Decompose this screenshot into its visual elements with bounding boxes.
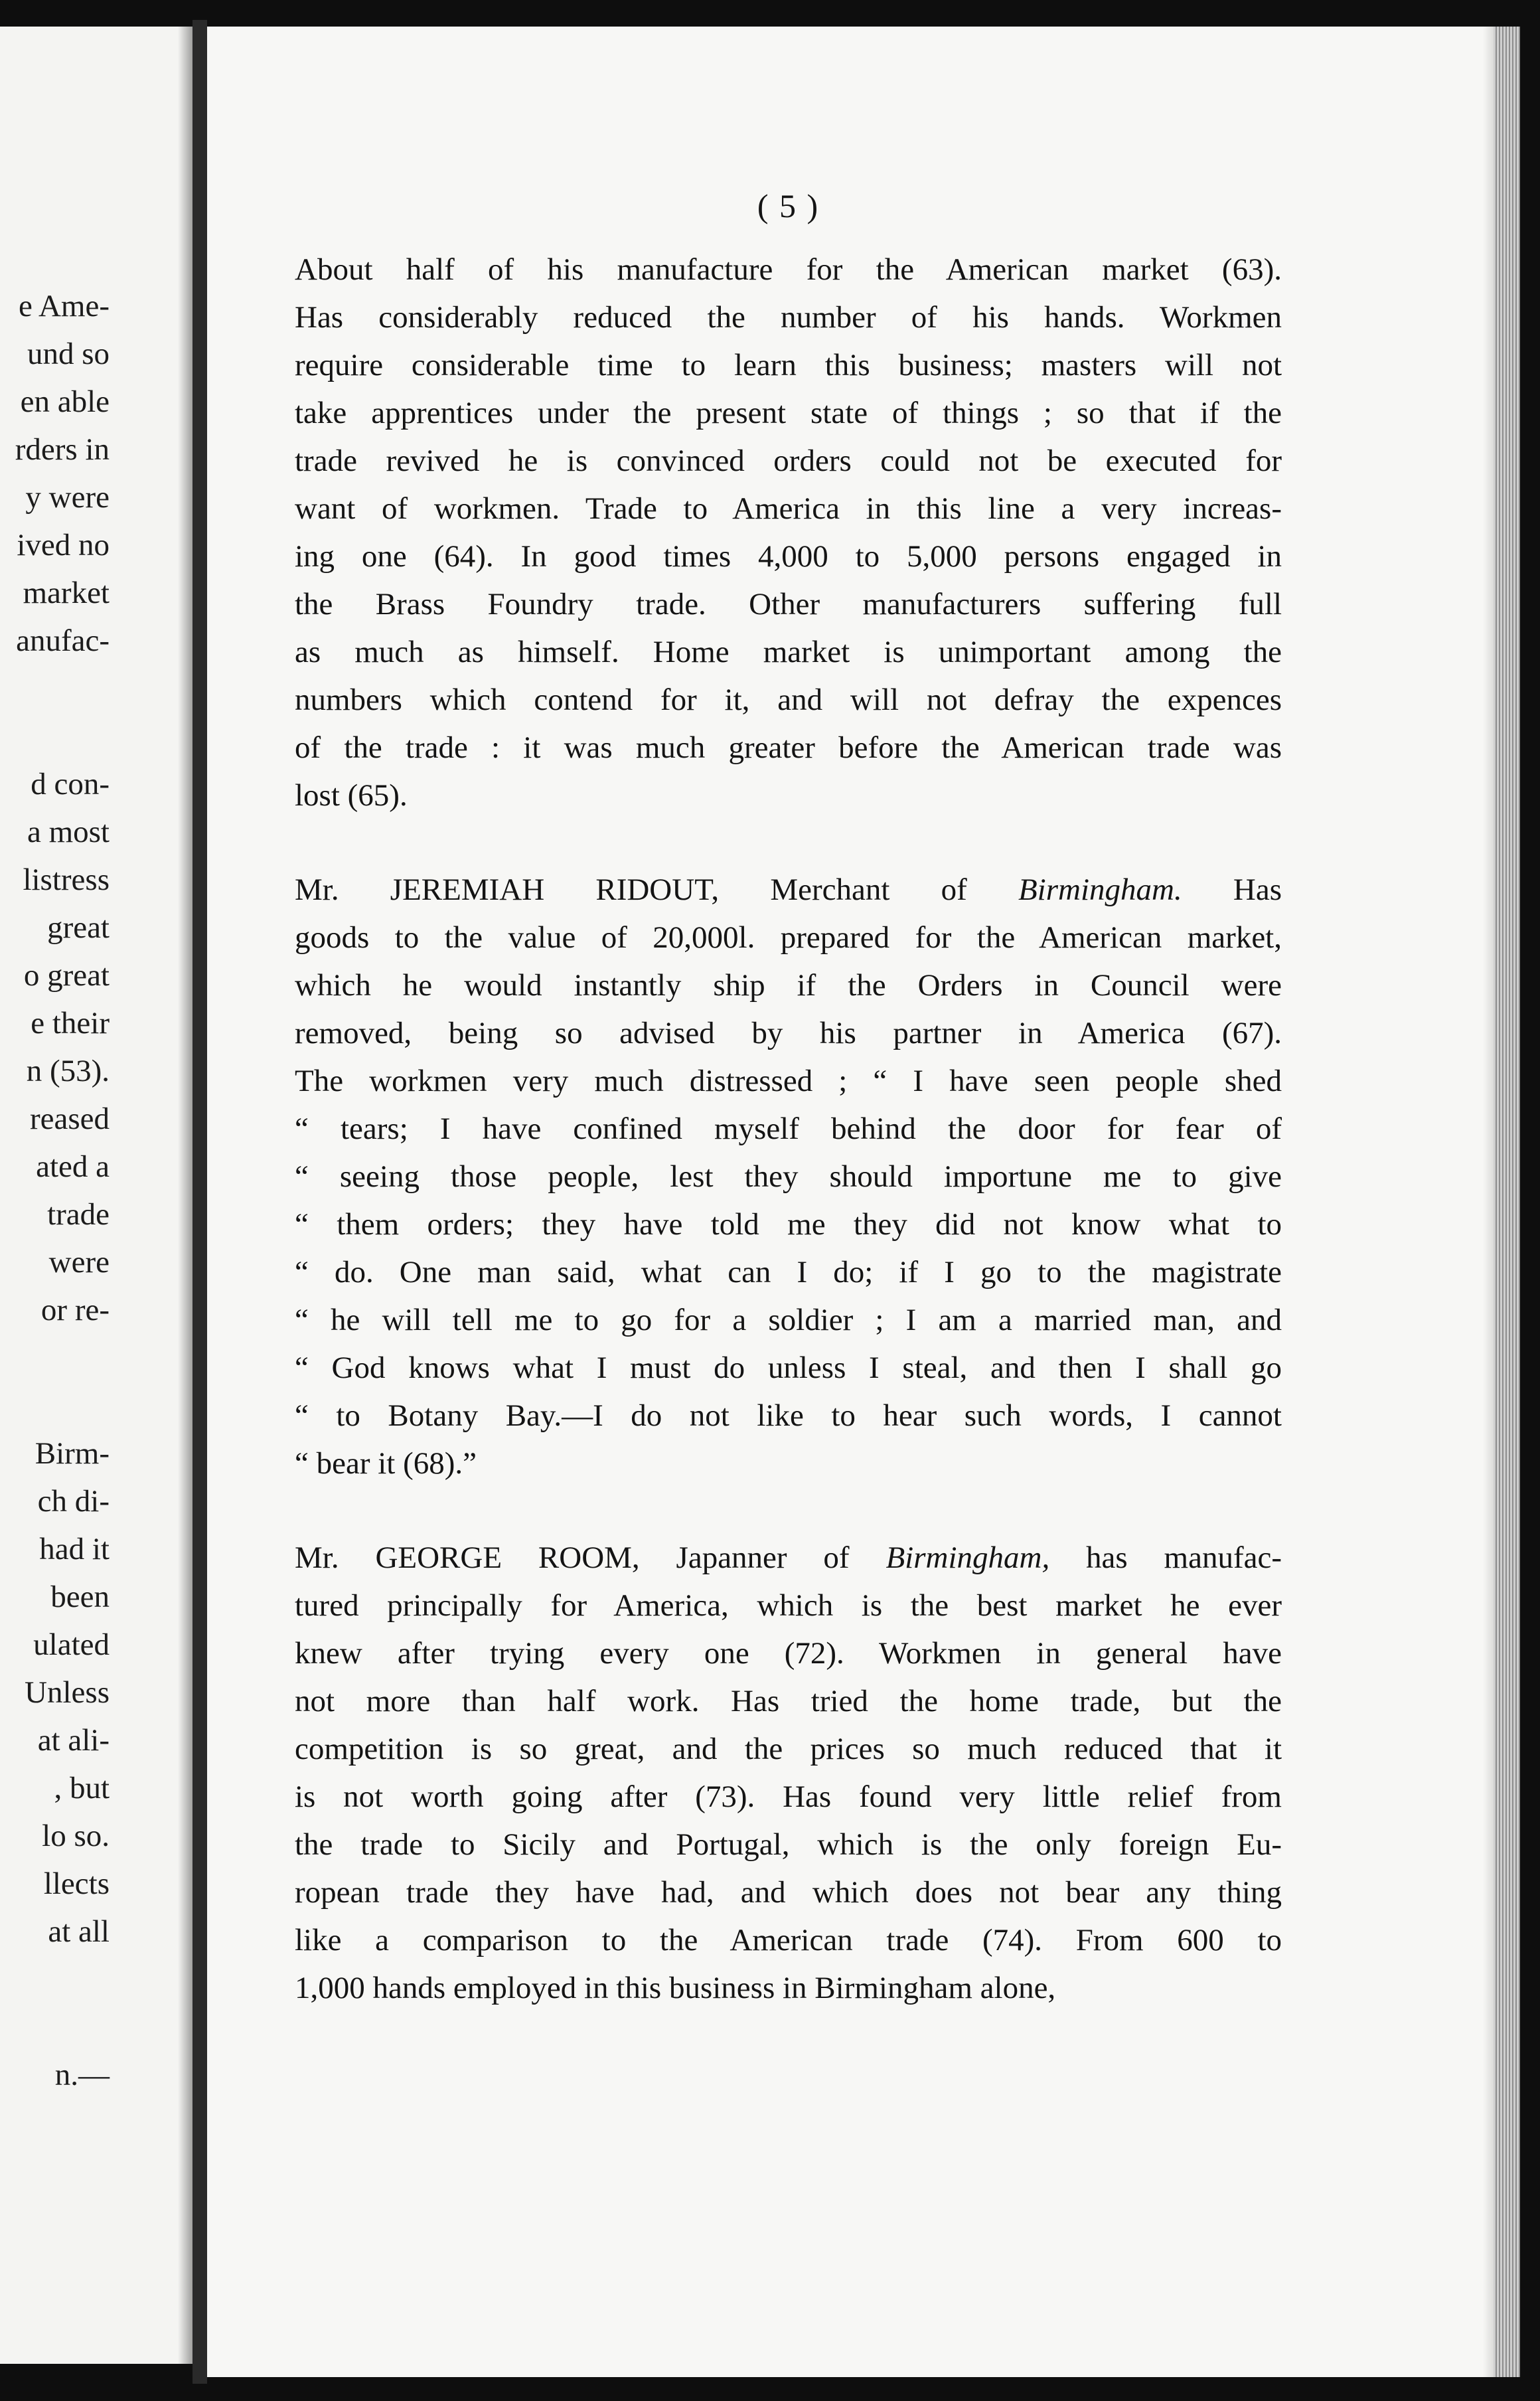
paragraph-gap (295, 819, 1282, 866)
text-line: ropean trade they have had, and which does not bear any thing (295, 1875, 1282, 1910)
paragraph (295, 246, 1282, 819)
left-edge-line: en able (20, 384, 110, 419)
text-line: “ them orders; they have told me they did not know what to (295, 1207, 1282, 1242)
left-edge-line: ch di- (37, 1484, 110, 1519)
text-line: of the trade : it was much greater before the American trade was (295, 730, 1282, 765)
left-edge-line: Birm- (35, 1436, 110, 1471)
paragraph (295, 1534, 1282, 2012)
text-line: ing one (64). In good times 4,000 to 5,000 persons engaged in (295, 539, 1282, 574)
text-line: numbers which contend for it, and will not defray the expences (295, 683, 1282, 717)
left-edge-line: were (48, 1245, 110, 1280)
left-edge-line: und so (27, 337, 110, 371)
left-edge-line: anufac- (16, 623, 110, 658)
text-line: removed, being so advised by his partner in America (67). (295, 1016, 1282, 1050)
book-page-edges (1494, 27, 1520, 2377)
left-edge-line: ated a (36, 1149, 110, 1184)
text-line: want of workmen. Trade to America in this line a very increas- (295, 491, 1282, 526)
text-line: 1,000 hands employed in this business in Birmingham alone, (295, 1971, 1056, 2005)
text-line: competition is so great, and the prices so much reduced that it (295, 1732, 1282, 1766)
left-edge-line: had it (39, 1532, 110, 1566)
text-line: which he would instantly ship if the Orders in Council were (295, 968, 1282, 1003)
text-line: Mr. JEREMIAH RIDOUT, Merchant of Birmingham. Has (295, 872, 1282, 907)
text-line: About half of his manufacture for the American market (63). (295, 252, 1282, 287)
left-edge-line: , but (54, 1771, 110, 1805)
left-edge-line: or re- (40, 1293, 110, 1327)
paragraph (295, 866, 1282, 1487)
text-line: “ to Botany Bay.—I do not like to hear such words, I cannot (295, 1398, 1282, 1433)
left-edge-line (0, 1382, 110, 1430)
left-page-edge-text (0, 282, 110, 2099)
right-page (207, 27, 1507, 2377)
text-line: “ do. One man said, what can I do; if I go to the magistrate (295, 1255, 1282, 1289)
text-line: The workmen very much distressed ; “ I have seen people shed (295, 1064, 1282, 1098)
left-edge-line: ived no (17, 528, 110, 562)
page-number: ( 5 ) (757, 187, 820, 224)
left-page-shadow (178, 27, 193, 2364)
text-line: goods to the value of 20,000l. prepared for the American market, (295, 920, 1282, 955)
left-edge-line: rders in (15, 432, 110, 467)
left-edge-line: llects (43, 1866, 110, 1901)
text-line: “ seeing those people, lest they should importune me to give (295, 1159, 1282, 1194)
left-edge-line: been (50, 1580, 110, 1614)
text-line: knew after trying every one (72). Workmen in general have (295, 1636, 1282, 1671)
left-edge-line (0, 712, 110, 760)
paragraphs (295, 246, 1282, 2012)
left-edge-line (0, 2003, 110, 2051)
left-edge-line (0, 665, 110, 712)
left-edge-line: reased (29, 1102, 110, 1136)
text-line: “ God knows what I must do unless I steal, and then I shall go (295, 1351, 1282, 1385)
text-line: “ bear it (68).” (295, 1446, 477, 1481)
left-edge-line: at all (48, 1914, 110, 1949)
left-edge-line: trade (47, 1197, 110, 1232)
text-line: the Brass Foundry trade. Other manufacturers suffering full (295, 587, 1282, 621)
left-edge-line: great (47, 910, 110, 945)
text-line: lost (65). (295, 778, 408, 813)
text-line: “ tears; I have confined myself behind the door for fear of (295, 1112, 1282, 1146)
left-edge-line: at ali- (37, 1723, 110, 1758)
left-edge-line: e Ame- (18, 289, 110, 323)
text-line: not more than half work. Has tried the home trade, but the (295, 1684, 1282, 1718)
left-edge-line: o great (23, 958, 110, 993)
left-edge-line: Unless (25, 1675, 110, 1710)
text-line: Mr. GEORGE ROOM, Japanner of Birmingham, has manufac- (295, 1540, 1282, 1575)
left-edge-line: y were (25, 480, 110, 515)
page-text-block (295, 186, 1282, 2012)
left-edge-line: n (53). (26, 1054, 110, 1088)
left-edge-line: n.— (54, 2058, 110, 2092)
text-line: “ he will tell me to go for a soldier ; I am a married man, and (295, 1303, 1282, 1337)
text-line: Has considerably reduced the number of his hands. Workmen (295, 300, 1282, 335)
text-line: require considerable time to learn this business; masters will not (295, 348, 1282, 382)
left-edge-line: d con- (31, 767, 110, 801)
left-edge-line (0, 1955, 110, 2003)
book-gutter (193, 20, 207, 2384)
left-edge-line: e their (31, 1006, 110, 1040)
text-line: trade revived he is convinced orders could not be executed for (295, 444, 1282, 478)
text-line: take apprentices under the present state of things ; so that if the (295, 396, 1282, 430)
text-line: like a comparison to the American trade (74). From 600 to (295, 1923, 1282, 1957)
text-line: is not worth going after (73). Has found very little relief from (295, 1780, 1282, 1814)
text-line: as much as himself. Home market is unimportant among the (295, 635, 1282, 669)
text-line: tured principally for America, which is the best market he ever (295, 1588, 1282, 1623)
left-edge-line: market (23, 576, 110, 610)
left-edge-line: a most (27, 815, 110, 849)
left-edge-line (0, 1334, 110, 1382)
left-edge-line: listress (23, 863, 110, 897)
text-line: the trade to Sicily and Portugal, which is the only foreign Eu- (295, 1827, 1282, 1862)
paragraph-gap (295, 1487, 1282, 1534)
left-page-fragment (0, 27, 193, 2364)
left-edge-line: lo so. (42, 1819, 110, 1853)
left-edge-line: ulated (33, 1627, 110, 1662)
